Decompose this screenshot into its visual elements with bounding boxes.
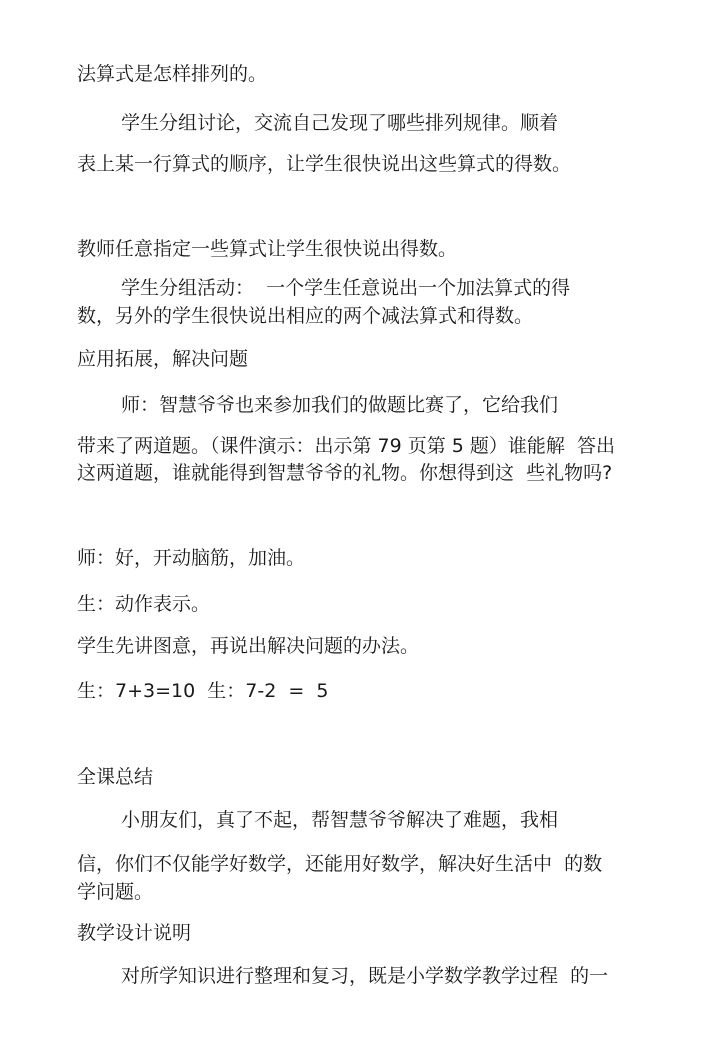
text-line: 法算式是怎样排列的。 <box>77 63 268 85</box>
text-line: 师：智慧爷爷也来参加我们的做题比赛了，它给我们 <box>121 394 559 416</box>
section-heading: 教学设计说明 <box>77 922 192 944</box>
text-line: 学问题。 <box>77 881 154 903</box>
text-line: 学生分组讨论，交流自己发现了哪些排列规律。顺着 <box>121 112 559 134</box>
text-line: 数，另外的学生很快说出相应的两个减法算式和得数。 <box>77 305 534 327</box>
text-line: 对所学知识进行整理和复习，既是小学数学教学过程 的一 <box>121 965 609 987</box>
text-line: 带来了两道题。（课件演示：出示第 79 页第 5 题）谁能解 答出 <box>77 435 616 457</box>
text-line: 生：动作表示。 <box>77 593 211 615</box>
text-line: 师：好，开动脑筋，加油。 <box>77 547 306 569</box>
text-line: 学生分组活动： 一个学生任意说出一个加法算式的得 <box>121 277 571 299</box>
text-line: 表上某一行算式的顺序，让学生很快说出这些算式的得数。 <box>77 153 572 175</box>
text-line: 这两道题，谁就能得到智慧爷爷的礼物。你想得到这 些礼物吗? <box>77 462 613 484</box>
text-line: 生：7+3=10 生：7-2 = 5 <box>77 680 329 702</box>
text-line: 信，你们不仅能学好数学，还能用好数学，解决好生活中 的数 <box>77 853 603 875</box>
text-line: 小朋友们，真了不起，帮智慧爷爷解决了难题，我相 <box>121 809 559 831</box>
text-line: 教师任意指定一些算式让学生很快说出得数。 <box>77 238 458 260</box>
section-heading: 应用拓展，解决问题 <box>77 348 249 370</box>
section-heading: 全课总结 <box>77 766 154 788</box>
text-line: 学生先讲图意，再说出解决问题的办法。 <box>77 635 420 657</box>
